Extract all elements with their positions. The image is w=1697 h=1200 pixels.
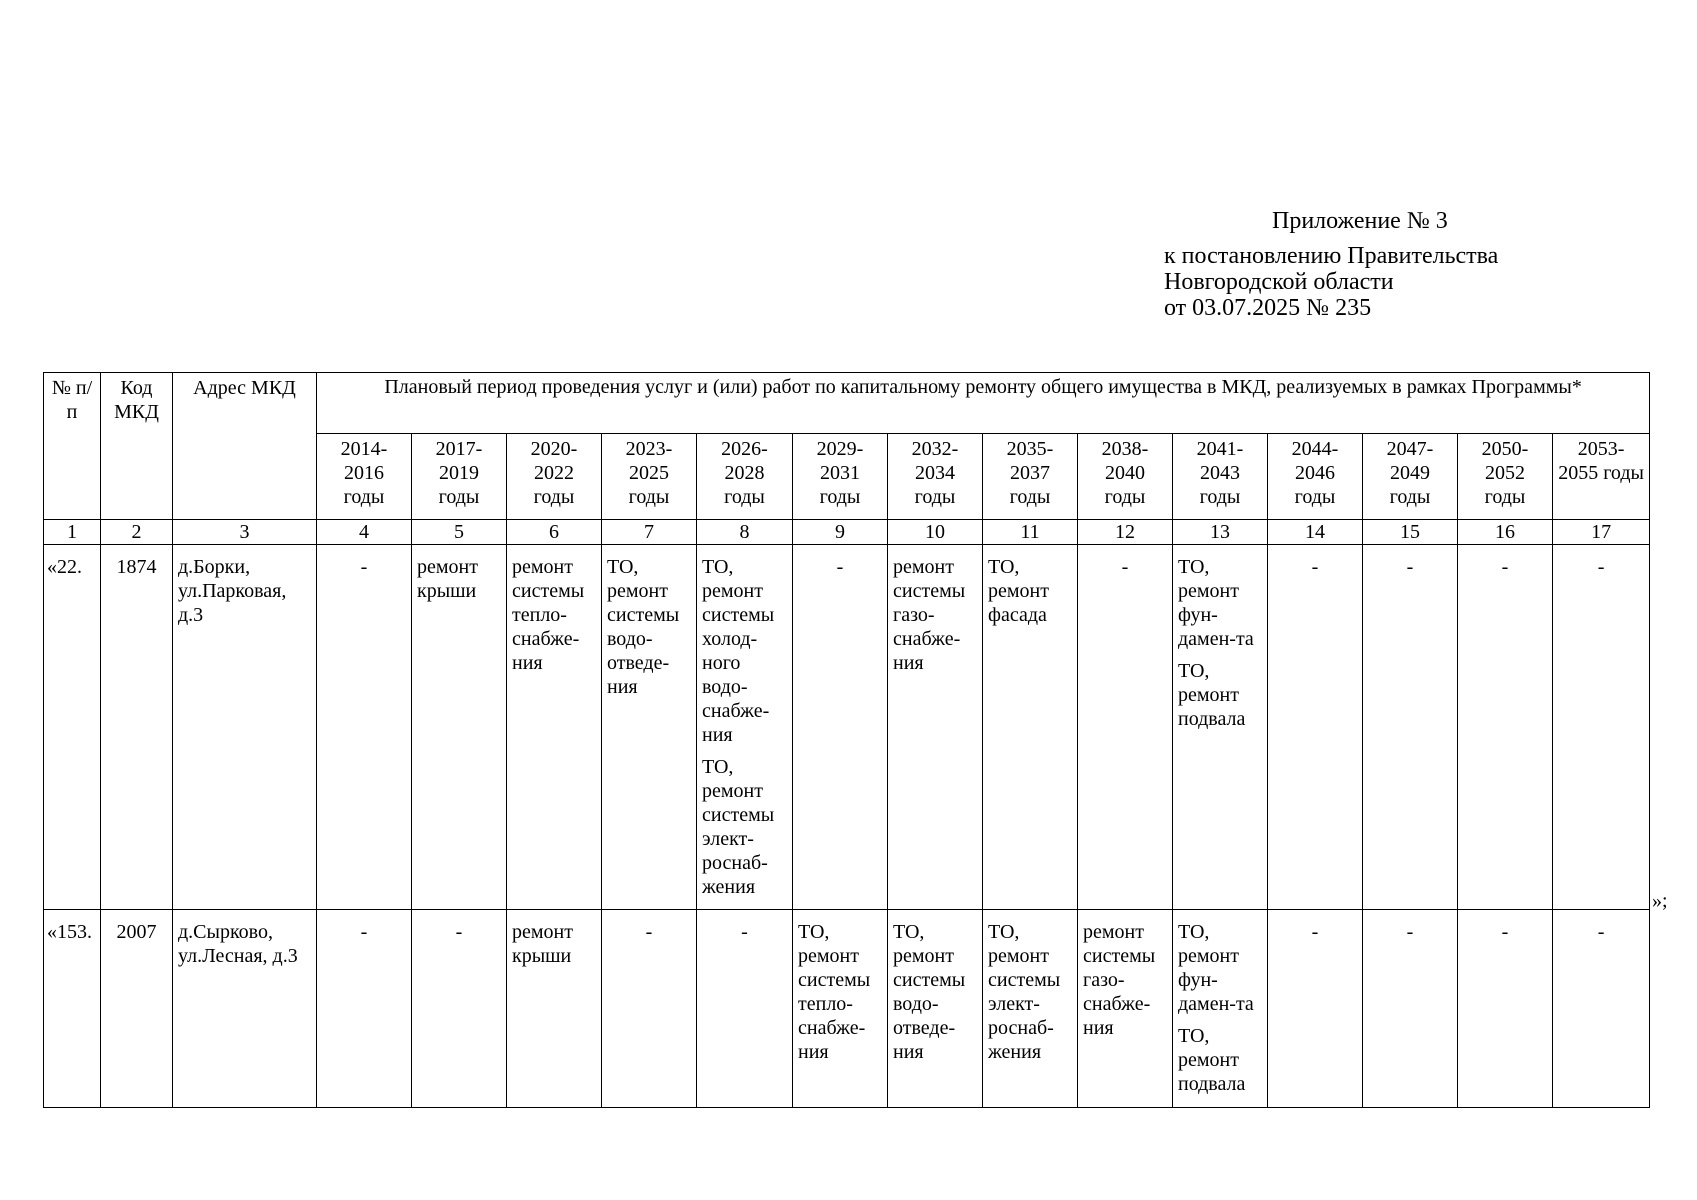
header-year: 2017-2019 годы <box>412 434 507 520</box>
header-year: 2029-2031 годы <box>793 434 888 520</box>
work-entry: - <box>741 921 748 943</box>
work-entry: ремонт системы тепло-снабже-ния <box>512 556 585 674</box>
column-number: 10 <box>888 520 983 545</box>
work-cell <box>1363 545 1458 910</box>
work-cell <box>1173 910 1268 1108</box>
header-year: 2038-2040 годы <box>1078 434 1173 520</box>
appendix-line-3: от 03.07.2025 № 235 <box>1164 295 1372 321</box>
work-entry: - <box>360 921 368 943</box>
appendix-title: Приложение № 3 <box>1272 208 1448 234</box>
header-num: № п/п <box>44 373 101 520</box>
work-cell <box>1363 910 1458 1108</box>
work-cell <box>983 545 1078 910</box>
work-entry: - <box>455 921 463 943</box>
table-row <box>44 910 1650 1108</box>
work-entry: ТО, ремонт системы водо-отведе-ния <box>893 921 966 1063</box>
repair-schedule-table <box>43 372 1650 1108</box>
header-year: 2050-2052 годы <box>1458 434 1553 520</box>
column-number: 16 <box>1458 520 1553 545</box>
work-entry: ТО, ремонт системы водо-отведе-ния <box>607 556 680 698</box>
work-entry: - <box>1597 556 1605 578</box>
work-cell <box>1553 545 1650 910</box>
work-cell <box>317 545 412 910</box>
work-entry: - <box>1311 556 1319 578</box>
work-entry: ТО, ремонт фун-дамен-та <box>1178 921 1254 1015</box>
work-cell <box>793 545 888 910</box>
building-address: д.Борки, ул.Парковая, д.3 <box>173 545 317 910</box>
work-cell <box>1458 545 1553 910</box>
header-year: 2032-2034 годы <box>888 434 983 520</box>
work-cell <box>697 910 793 1108</box>
work-cell <box>507 910 602 1108</box>
work-cell <box>983 910 1078 1108</box>
work-entry: ТО, ремонт фун-дамен-та <box>1178 556 1254 650</box>
work-entry: - <box>1406 921 1414 943</box>
work-entry: - <box>1406 556 1414 578</box>
work-cell <box>888 545 983 910</box>
appendix-block <box>1164 208 1498 321</box>
column-number: 7 <box>602 520 697 545</box>
work-cell <box>1078 545 1173 910</box>
work-cell <box>317 910 412 1108</box>
work-cell <box>888 910 983 1108</box>
column-number: 2 <box>101 520 173 545</box>
header-year: 2026-2028 годы <box>697 434 793 520</box>
work-entry: - <box>1311 921 1319 943</box>
column-number: 14 <box>1268 520 1363 545</box>
closing-quote: »; <box>1652 890 1668 912</box>
work-entry: - <box>1501 556 1509 578</box>
work-entry: ремонт крыши <box>512 921 573 967</box>
work-cell <box>602 545 697 910</box>
column-number: 4 <box>317 520 412 545</box>
work-entry: ТО, ремонт системы элект-роснаб-жения <box>988 921 1061 1063</box>
header-year: 2053-2055 годы <box>1553 434 1650 520</box>
header-code: Код МКД <box>101 373 173 520</box>
work-entry: - <box>645 921 653 943</box>
building-address: д.Сырково, ул.Лесная, д.3 <box>173 910 317 1108</box>
work-cell <box>697 545 793 910</box>
column-number: 6 <box>507 520 602 545</box>
header-year: 2020-2022 годы <box>507 434 602 520</box>
work-cell <box>1268 910 1363 1108</box>
row-number: «153. <box>44 910 101 1108</box>
work-cell <box>412 910 507 1108</box>
work-cell <box>1553 910 1650 1108</box>
work-cell <box>1173 545 1268 910</box>
header-year: 2047-2049 годы <box>1363 434 1458 520</box>
work-entry: ТО, ремонт подвала <box>1178 660 1246 730</box>
column-number: 5 <box>412 520 507 545</box>
header-year: 2044-2046 годы <box>1268 434 1363 520</box>
column-number: 3 <box>173 520 317 545</box>
work-entry: ТО, ремонт системы холод-ного водо-снабже-ния <box>702 556 775 746</box>
building-code: 1874 <box>101 545 173 910</box>
work-entry: ремонт системы газо-снабже-ния <box>893 556 966 674</box>
work-entry: - <box>836 556 844 578</box>
work-entry: ТО, ремонт системы тепло-снабже-ния <box>798 921 871 1063</box>
header-year: 2014-2016 годы <box>317 434 412 520</box>
column-number: 1 <box>44 520 101 545</box>
work-cell <box>602 910 697 1108</box>
column-number: 15 <box>1363 520 1458 545</box>
work-cell <box>1458 910 1553 1108</box>
column-number: 12 <box>1078 520 1173 545</box>
work-entry: ТО, ремонт системы элект-роснаб-жения <box>702 756 775 898</box>
appendix-line-2: Новгородской области <box>1164 269 1394 295</box>
building-code: 2007 <box>101 910 173 1108</box>
work-cell <box>793 910 888 1108</box>
header-year: 2035-2037 годы <box>983 434 1078 520</box>
work-entry: ТО, ремонт подвала <box>1178 1025 1246 1095</box>
column-number: 9 <box>793 520 888 545</box>
header-year: 2041-2043 годы <box>1173 434 1268 520</box>
work-entry: ТО, ремонт фасада <box>988 556 1049 626</box>
work-entry: - <box>1501 921 1509 943</box>
column-number: 17 <box>1553 520 1650 545</box>
row-number: «22. <box>44 545 101 910</box>
appendix-line-1: к постановлению Правительства <box>1164 243 1499 269</box>
column-number: 13 <box>1173 520 1268 545</box>
header-period: Плановый период проведения услуг и (или) работ по капитальному ремонту общего имущества в МКД, реализуемых в рамках Программы* <box>317 373 1650 434</box>
work-entry: - <box>1121 556 1129 578</box>
column-number: 8 <box>697 520 793 545</box>
column-number: 11 <box>983 520 1078 545</box>
work-cell <box>1268 545 1363 910</box>
work-entry: ремонт крыши <box>417 556 478 602</box>
work-cell <box>412 545 507 910</box>
work-entry: - <box>1597 921 1605 943</box>
work-cell <box>1078 910 1173 1108</box>
header-year: 2023-2025 годы <box>602 434 697 520</box>
work-entry: - <box>360 556 368 578</box>
table-row <box>44 545 1650 910</box>
work-entry: ремонт системы газо-снабже-ния <box>1083 921 1156 1039</box>
work-cell <box>507 545 602 910</box>
header-address: Адрес МКД <box>173 373 317 520</box>
